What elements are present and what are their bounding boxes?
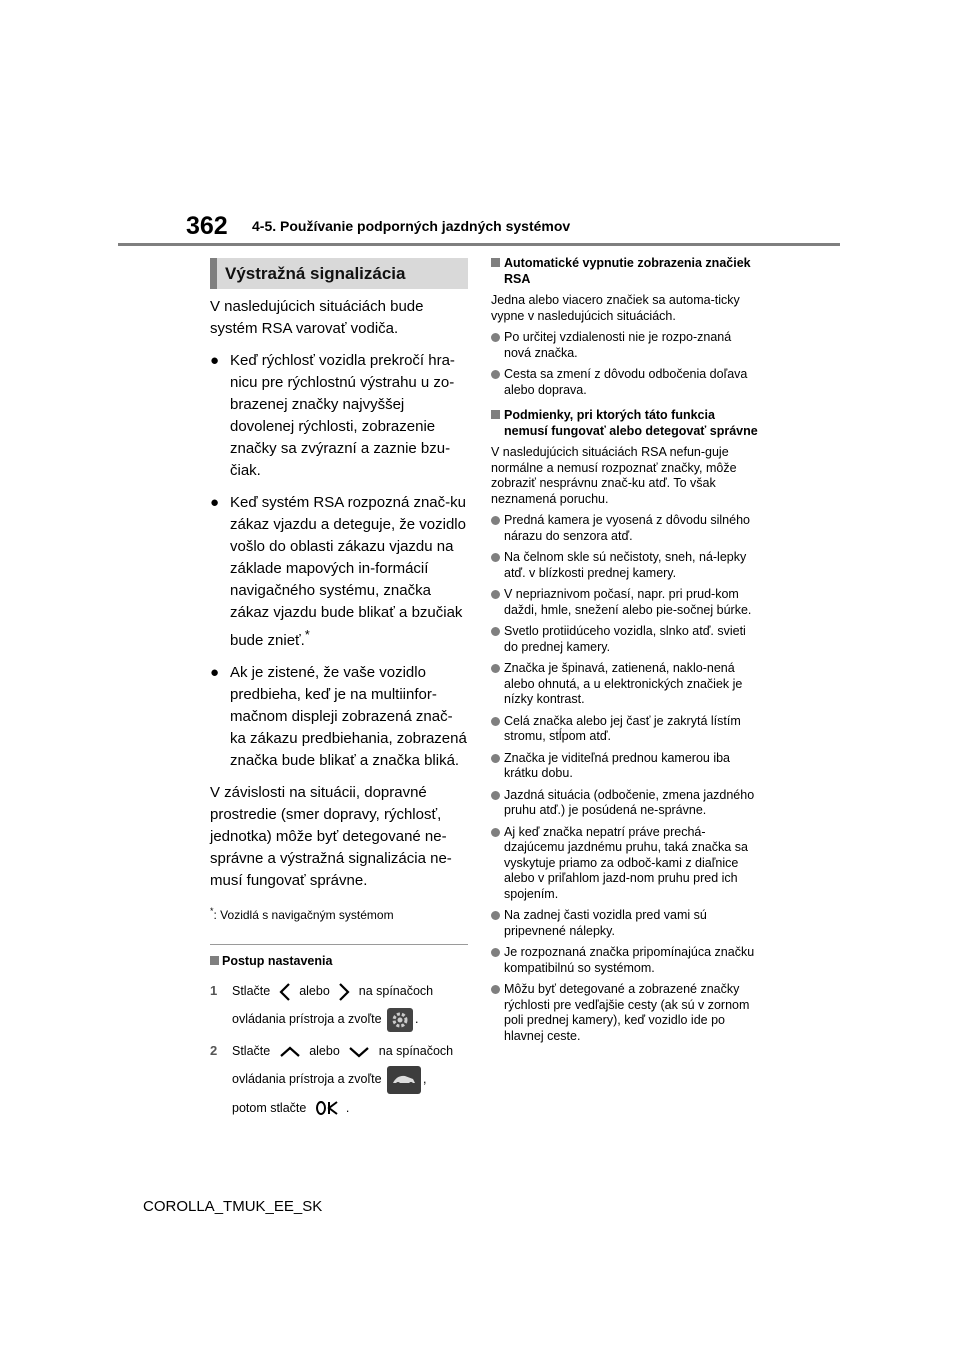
list-item: Na čelnom skle sú nečistoty, sneh, ná-lepky atď. v blízkosti prednej kamery. bbox=[491, 550, 761, 581]
list-item: Celá značka alebo jej časť je zakrytá lístím stromu, stĺpom atď. bbox=[491, 714, 761, 745]
bullet-dot bbox=[491, 664, 500, 673]
bullet-dot bbox=[491, 948, 500, 957]
bullet-item bbox=[210, 492, 468, 652]
list-item: Predná kamera je vyosená z dôvodu silného nárazu do senzora atď. bbox=[491, 513, 761, 544]
list-item: Na zadnej časti vozidla pred vami sú pripevnené nálepky. bbox=[491, 908, 761, 939]
divider bbox=[210, 944, 468, 945]
list-item: Aj keď značka nepatrí práve prechá-dzajúcemu jazdnému pruhu, taká značka sa vyskytuje priamo za odboč-kami z diaľnice alebo v priľahlom jazd-nom pruhu pred ich spojením. bbox=[491, 825, 761, 903]
chevron-left-icon bbox=[279, 982, 291, 1002]
bullet-dot bbox=[491, 627, 500, 636]
list-item: Môžu byť detegované a zobrazené značky rýchlosti pre vedľajšie cesty (ak sú v zornom poli prednej kamery), keď vozidlo ide po hlavnej ceste. bbox=[491, 982, 761, 1044]
bullet-dot bbox=[491, 370, 500, 379]
gear-icon bbox=[387, 1008, 413, 1032]
bullet-dot: ● bbox=[210, 494, 220, 511]
list-item: V nepriaznivom počasí, napr. pri prud-kom daždi, hmle, snežení alebo pie-sočnej búrke. bbox=[491, 587, 761, 618]
list-item: Po určitej vzdialenosti nie je rozpo-znaná nová značka. bbox=[491, 330, 761, 361]
bullet-dot bbox=[491, 985, 500, 994]
bullet-dot bbox=[491, 911, 500, 920]
footnote bbox=[210, 902, 468, 924]
left-column bbox=[210, 258, 468, 1126]
list-item: Jazdná situácia (odbočenie, zmena jazdného pruhu atď.) je posúdená ne-správne. bbox=[491, 788, 761, 819]
list-item: Značka je viditeľná prednou kamerou iba krátku dobu. bbox=[491, 751, 761, 782]
list-item: Svetlo protiidúceho vozidla, slnko atď. svieti do prednej kamery. bbox=[491, 624, 761, 655]
bullet-dot bbox=[491, 828, 500, 837]
bullet-text: Keď rýchlosť vozidla prekročí hra-nicu pre rýchlostnú výstrahu u zo-brazenej značky najvyššej dovolenej rýchlosti, zobrazenie značky sa zvýrazní a zaznie bzu-čiak. bbox=[230, 352, 455, 479]
step-1: 1 Stlačte alebo na spínačoch ovládania prístroja a zvoľte . bbox=[210, 977, 468, 1033]
bullet-dot: ● bbox=[210, 664, 220, 681]
car-assist-icon bbox=[387, 1066, 421, 1094]
bullet-dot bbox=[491, 754, 500, 763]
step-number: 1 bbox=[210, 983, 218, 998]
square-bullet-icon bbox=[491, 258, 500, 267]
paragraph-text: V nasledujúcich situáciách RSA nefun-guje normálne a nemusí rozpoznať značky, môže zobraziť nesprávnu znač-ku atď. To však neznamená poruchu. bbox=[491, 445, 737, 506]
subsection-title: Podmienky, pri ktorých táto funkcia nemusí fungovať alebo detegovať správne bbox=[491, 407, 761, 439]
header-rule bbox=[118, 243, 840, 246]
bullet-dot bbox=[491, 333, 500, 342]
bullet-dot bbox=[491, 590, 500, 599]
step-2: 2 Stlačte alebo na spínačoch ovládania prístroja a zvoľte , potom stlačte . bbox=[210, 1037, 468, 1122]
bullet-item bbox=[210, 350, 468, 482]
paragraph-text: V závislosti na situácii, dopravné prostredie (smer dopravy, rýchlosť, jednotka) môže byť detegované ne-správne a výstražná signalizácia ne-musí fungovať správne. bbox=[210, 784, 452, 889]
chevron-right-icon bbox=[338, 982, 350, 1002]
square-bullet-icon bbox=[491, 410, 500, 419]
bullet-dot bbox=[491, 553, 500, 562]
bullet-dot bbox=[491, 717, 500, 726]
chevron-up-icon bbox=[279, 1046, 301, 1058]
ok-icon bbox=[315, 1100, 341, 1116]
paragraph-text: Jedna alebo viacero značiek sa automa-ticky vypne v nasledujúcich situáciách. bbox=[491, 293, 740, 323]
chevron-down-icon bbox=[348, 1046, 370, 1058]
footnote-text: : Vozidlá s navigačným systémom bbox=[213, 908, 394, 922]
bullet-dot bbox=[491, 791, 500, 800]
list-item: Cesta sa zmení z dôvodu odbočenia doľava alebo doprava. bbox=[491, 367, 761, 398]
bullet-dot: ● bbox=[210, 352, 220, 369]
intro-text: V nasledujúcich situáciách bude systém RSA varovať vodiča. bbox=[210, 298, 424, 337]
page-number: 362 bbox=[186, 212, 228, 240]
subsection-title: Automatické vypnutie zobrazenia značiek RSA bbox=[491, 255, 761, 287]
square-bullet-icon bbox=[210, 956, 219, 965]
step-number: 2 bbox=[210, 1043, 218, 1058]
chapter-title: 4-5. Používanie podporných jazdných systémov bbox=[252, 218, 571, 234]
section-title: Výstražná signalizácia bbox=[210, 258, 468, 289]
footnote-marker: * bbox=[304, 628, 310, 642]
right-column bbox=[491, 255, 761, 1050]
bullet-text: Keď systém RSA rozpozná znač-ku zákaz vjazdu a deteguje, že vozidlo vošlo do oblasti zákazu vjazdu na základe mapových in-formácií navigačného systému, značka zákaz vjazdu bude blikať a bzučiak bude znieť. bbox=[230, 494, 466, 649]
footnote-mark: * bbox=[210, 906, 214, 916]
bullet-dot bbox=[491, 516, 500, 525]
list-item: Značka je špinavá, zatienená, naklo-nená alebo ohnutá, a u elektronických značiek je nízky kontrast. bbox=[491, 661, 761, 708]
list-item: Je rozpoznaná značka pripomínajúca značku kompatibilnú so systémom. bbox=[491, 945, 761, 976]
bullet-text: Ak je zistené, že vaše vozidlo predbieha, keď je na multiinfor-mačnom displeji zobrazená znač-ka zákazu predbiehania, zobrazená značka bude blikať a značka bliká. bbox=[230, 664, 467, 769]
bullet-item bbox=[210, 662, 468, 772]
procedure-title: Postup nastavenia bbox=[210, 953, 468, 969]
footer-text: COROLLA_TMUK_EE_SK bbox=[143, 1198, 323, 1215]
